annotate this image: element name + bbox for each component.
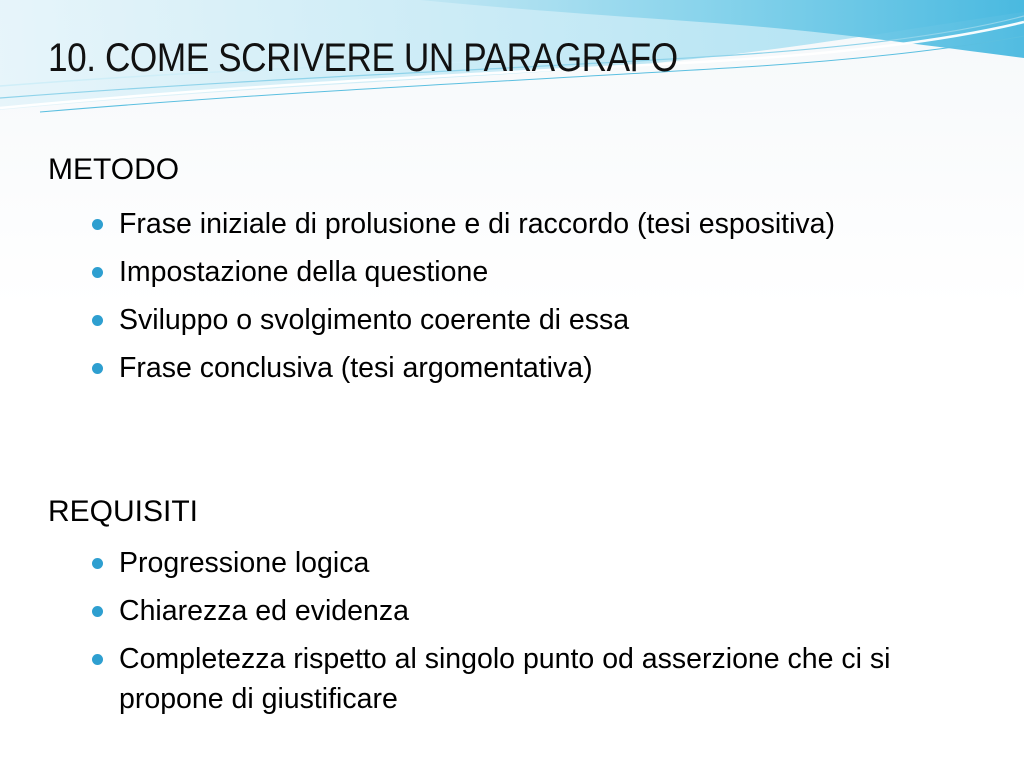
bullet-list-metodo <box>92 204 932 396</box>
list-item: Completezza rispetto al singolo punto od asserzione che ci si propone di giustificare <box>92 639 932 719</box>
list-item: Progressione logica <box>92 543 932 583</box>
bullet-dot-icon <box>92 558 103 569</box>
bullet-dot-icon <box>92 606 103 617</box>
bullet-dot-icon <box>92 363 103 374</box>
bullet-dot-icon <box>92 267 103 278</box>
slide-title: 10. COME SCRIVERE UN PARAGRAFO <box>48 36 678 80</box>
list-item: Frase iniziale di prolusione e di raccordo (tesi espositiva) <box>92 204 932 244</box>
bullet-dot-icon <box>92 219 103 230</box>
list-item: Impostazione della questione <box>92 252 932 292</box>
list-item: Sviluppo o svolgimento coerente di essa <box>92 300 932 340</box>
section-heading-metodo: METODO <box>48 153 180 186</box>
bullet-list-requisiti <box>92 543 932 727</box>
section-heading-requisiti: REQUISITI <box>48 495 199 528</box>
list-item: Chiarezza ed evidenza <box>92 591 932 631</box>
bullet-dot-icon <box>92 315 103 326</box>
list-item: Frase conclusiva (tesi argomentativa) <box>92 348 932 388</box>
bullet-dot-icon <box>92 654 103 665</box>
